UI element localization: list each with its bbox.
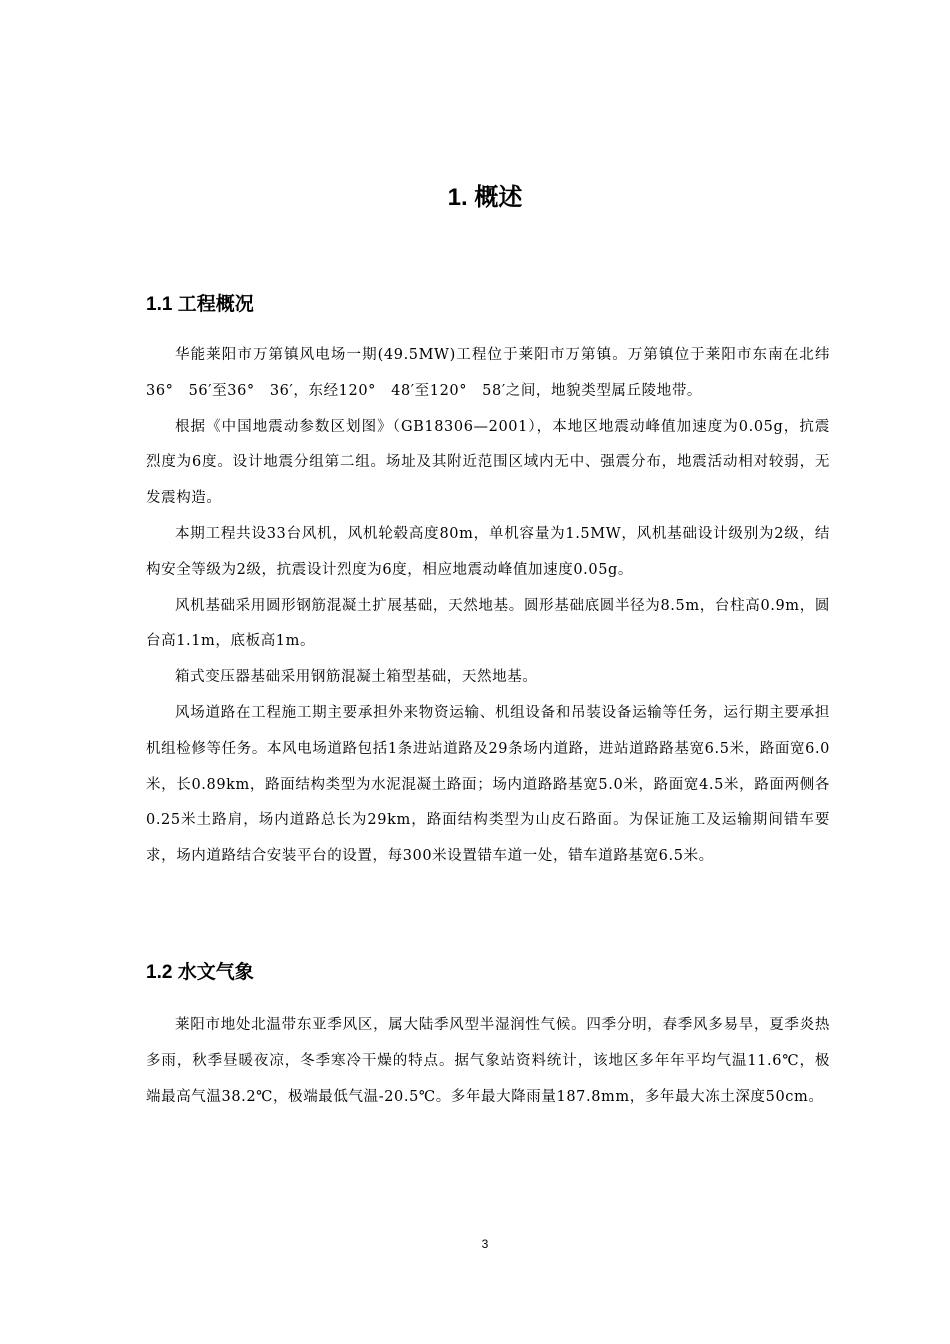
- paragraph: 本期工程共设33台风机，风机轮毂高度80m，单机容量为1.5MW，风机基础设计级别为2级，结构安全等级为2级，抗震设计烈度为6度，相应地震动峰值加速度0.05g。: [146, 525, 830, 578]
- paragraph: 根据《中国地震动参数区划图》（GB18306—2001），本地区地震动峰值加速度为0.05g，抗震烈度为6度。设计地震分组第二组。场址及其附近范围区域内无中、强震分布，地震活动相对较弱，无发震构造。: [146, 418, 830, 507]
- chapter-title: 1. 概述: [447, 184, 523, 211]
- paragraph: 莱阳市地处北温带东亚季风区，属大陆季风型半湿润性气候。四季分明，春季风多易旱，夏季炎热多雨，秋季昼暖夜凉，冬季寒冷干燥的特点。据气象站资料统计，该地区多年年平均气温11.6℃，极端最高气温38.2℃，极端最低气温-20.5℃。多年最大降雨量187.8mm，多年最大冻土深度50cm。: [146, 1017, 830, 1105]
- section-title-1-1: 1.1 工程概况: [146, 294, 254, 315]
- paragraph: 风机基础采用圆形钢筋混凝土扩展基础，天然地基。圆形基础底圆半径为8.5m，台柱高0.9m，圆台高1.1m，底板高1m。: [146, 597, 830, 650]
- section-title-1-2: 1.2 水文气象: [146, 962, 254, 983]
- paragraph: 箱式变压器基础采用钢筋混凝土箱型基础，天然地基。: [175, 669, 538, 686]
- page-number: 3: [481, 1237, 489, 1251]
- paragraph: 风场道路在工程施工期主要承担外来物资运输、机组设备和吊装设备运输等任务，运行期主要承担机组检修等任务。本风电场道路包括1条进站道路及29条场内道路，进站道路路基宽6.5米，路面宽6.0米，长0.89km，路面结构类型为水泥混凝土路面；场内道路路基宽5.0米，路面宽4.5米，路面两侧各0.25米土路肩，场内道路总长为29km，路面结构类型为山皮石路面。为保证施工及运输期间错车要求，场内道路结合安装平台的设置，每300米设置错车道一处，错车道路基宽6.5米。: [146, 704, 830, 865]
- section-1-2-body: [146, 1008, 830, 1115]
- paragraph: 华能莱阳市万第镇风电场一期(49.5MW)工程位于莱阳市万第镇。万第镇位于莱阳市东南在北纬36° 56′至36° 36′，东经120° 48′至120° 58′之间，地貌类型属丘陵地带。: [146, 347, 830, 399]
- section-1-1-body: [146, 338, 830, 875]
